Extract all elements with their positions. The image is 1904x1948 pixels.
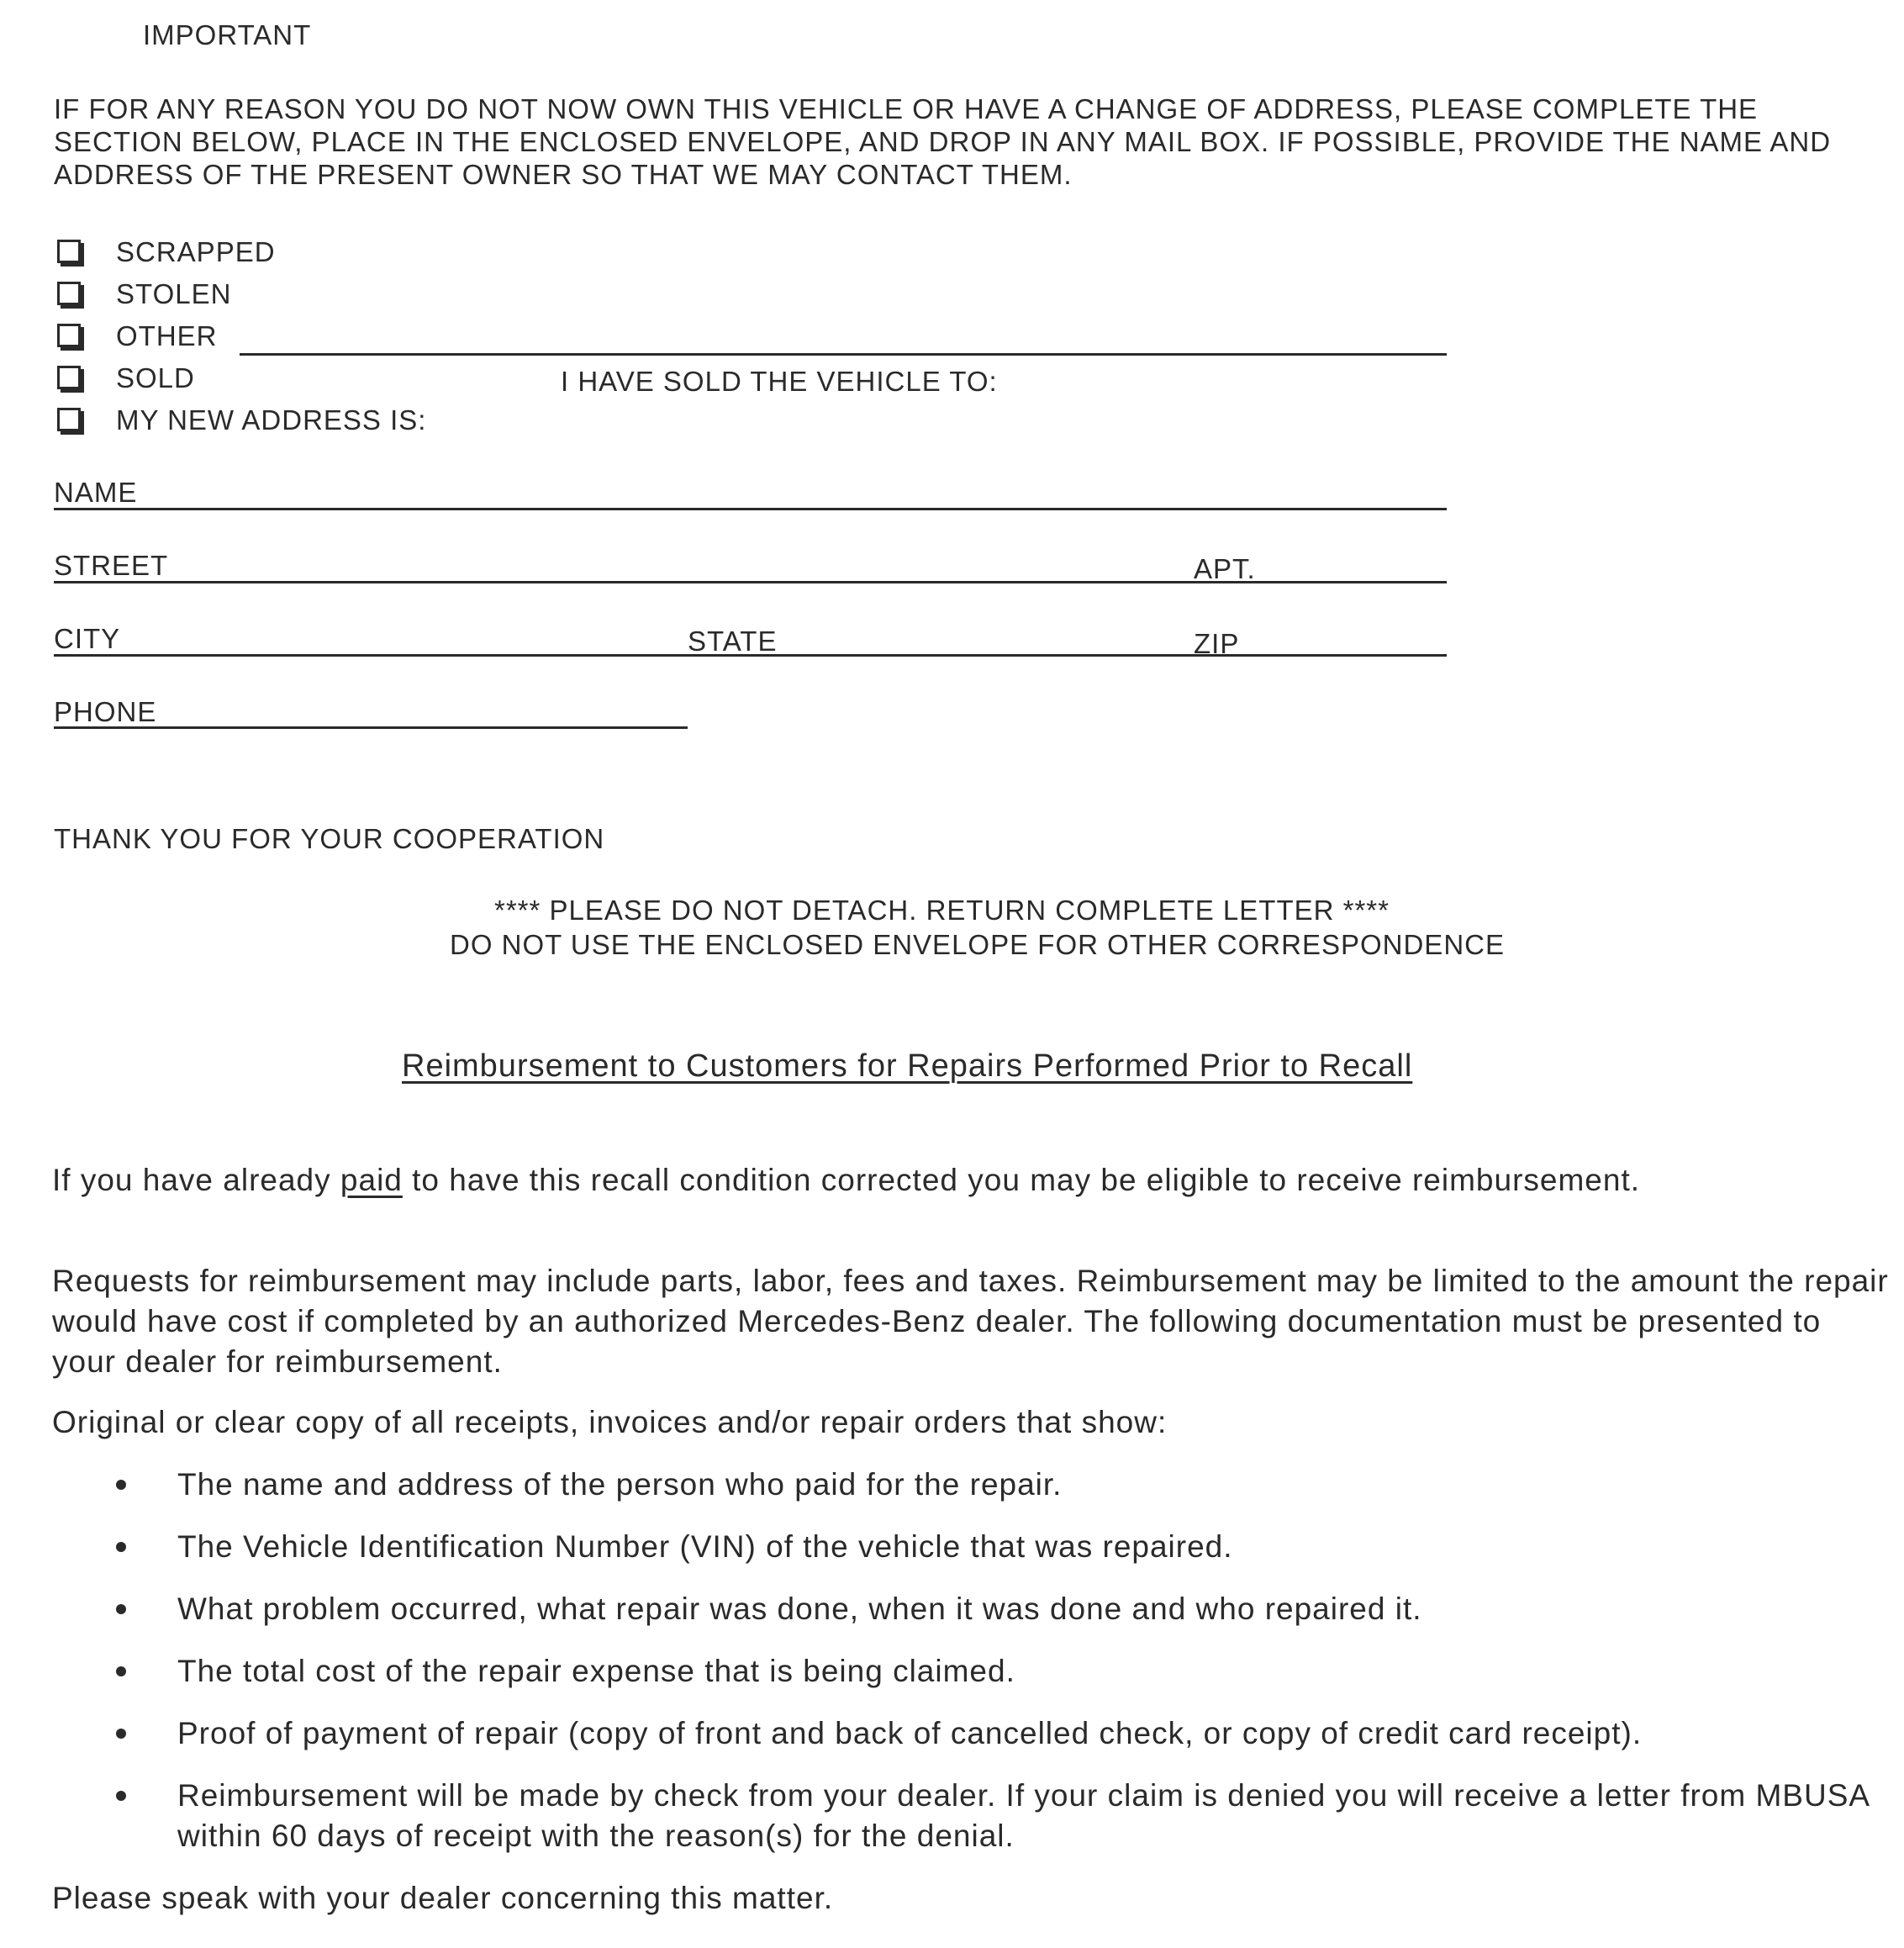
sold-to-label: I HAVE SOLD THE VEHICLE TO: xyxy=(561,366,998,397)
option-stolen[interactable] xyxy=(57,272,231,314)
sold-checkbox[interactable] xyxy=(57,366,81,389)
other-input-line[interactable] xyxy=(240,353,1447,356)
option-label: SCRAPPED xyxy=(116,235,276,267)
option-new-address[interactable] xyxy=(57,399,426,441)
street-field-line[interactable] xyxy=(54,581,1447,583)
option-label: OTHER xyxy=(116,319,218,351)
list-item-text: Proof of payment of repair (copy of front and back of cancelled check, or copy of credit card receipt). xyxy=(177,1716,1643,1750)
option-sold[interactable] xyxy=(57,356,195,399)
state-label: STATE xyxy=(688,626,778,657)
bullet-icon xyxy=(116,1791,126,1801)
reimbursement-title: Reimbursement to Customers for Repairs Performed Prior to Recall xyxy=(402,1048,1413,1084)
notice-line-2: DO NOT USE THE ENCLOSED ENVELOPE FOR OTHER CORRESPONDENCE xyxy=(450,929,1505,960)
intro-line: SECTION BELOW, PLACE IN THE ENCLOSED ENVELOPE, AND DROP IN ANY MAIL BOX. IF POSSIBLE, PROVIDE THE NAME AND xyxy=(54,126,1832,157)
list-item-text: The total cost of the repair expense that is being claimed. xyxy=(177,1654,1015,1688)
name-label: NAME xyxy=(54,477,138,508)
list-item-text: What problem occurred, what repair was done, when it was done and who repaired it. xyxy=(177,1592,1422,1626)
street-label: STREET xyxy=(54,550,169,581)
p1-underlined-word: paid xyxy=(340,1163,403,1197)
phone-label: PHONE xyxy=(54,696,157,727)
intro-line: IF FOR ANY REASON YOU DO NOT NOW OWN THIS VEHICLE OR HAVE A CHANGE OF ADDRESS, PLEASE COMPLETE THE xyxy=(54,93,1759,124)
intro-text xyxy=(54,92,1886,191)
p1-text: If you have already xyxy=(52,1163,340,1197)
other-checkbox[interactable] xyxy=(57,324,81,347)
list-item xyxy=(116,1776,1881,1856)
thanks-text: THANK YOU FOR YOUR COOPERATION xyxy=(54,823,605,854)
reimbursement-paragraph-3: Original or clear copy of all receipts, invoices and/or repair orders that show: xyxy=(52,1405,1168,1439)
new-address-checkbox[interactable] xyxy=(57,408,81,431)
bullet-icon xyxy=(116,1480,126,1490)
list-item xyxy=(116,1527,1881,1567)
notice-line-1: **** PLEASE DO NOT DETACH. RETURN COMPLETE LETTER **** xyxy=(494,895,1390,926)
list-item-text: Reimbursement will be made by check from your dealer. If your claim is denied you will receive a letter from MBUSA within 60 days of receipt with the reason(s) for the denial. xyxy=(177,1778,1870,1853)
intro-line: ADDRESS OF THE PRESENT OWNER SO THAT WE MAY CONTACT THEM. xyxy=(54,159,1073,190)
city-label: CITY xyxy=(54,623,121,654)
bullet-icon xyxy=(116,1542,126,1552)
list-item-text: The name and address of the person who paid for the repair. xyxy=(177,1467,1063,1502)
reimbursement-paragraph-1 xyxy=(52,1160,1893,1201)
closing-text: Please speak with your dealer concerning this matter. xyxy=(52,1881,834,1915)
list-item-text: The Vehicle Identification Number (VIN) of the vehicle that was repaired. xyxy=(177,1529,1233,1564)
list-item xyxy=(116,1465,1881,1505)
list-item xyxy=(116,1589,1881,1629)
city-field-line[interactable] xyxy=(54,654,1447,657)
apt-label: APT. xyxy=(1194,553,1256,584)
stolen-checkbox[interactable] xyxy=(57,282,81,305)
scrapped-checkbox[interactable] xyxy=(57,240,81,263)
reimbursement-paragraph-2: Requests for reimbursement may include parts, labor, fees and taxes. Reimbursement may be limited to the amount the repair would have cost if completed by an authorized Mercedes-Benz dealer. The following documentation must be presented to your dealer for reimbursement. xyxy=(52,1264,1889,1379)
name-field-line[interactable] xyxy=(54,508,1447,510)
phone-field-line[interactable] xyxy=(54,726,688,729)
bullet-icon xyxy=(116,1729,126,1739)
list-item xyxy=(116,1651,1881,1692)
p1-text: to have this recall condition corrected you may be eligible to receive reimbursement. xyxy=(402,1163,1641,1197)
option-label: SOLD xyxy=(116,362,195,393)
option-label: STOLEN xyxy=(116,277,232,309)
bullet-icon xyxy=(116,1604,126,1614)
option-other[interactable] xyxy=(57,314,218,356)
option-label: MY NEW ADDRESS IS: xyxy=(116,404,427,436)
list-item xyxy=(116,1713,1881,1754)
option-scrapped[interactable] xyxy=(57,230,276,272)
important-heading: IMPORTANT xyxy=(143,19,312,50)
bullet-icon xyxy=(116,1666,126,1676)
zip-label: ZIP xyxy=(1194,628,1240,659)
